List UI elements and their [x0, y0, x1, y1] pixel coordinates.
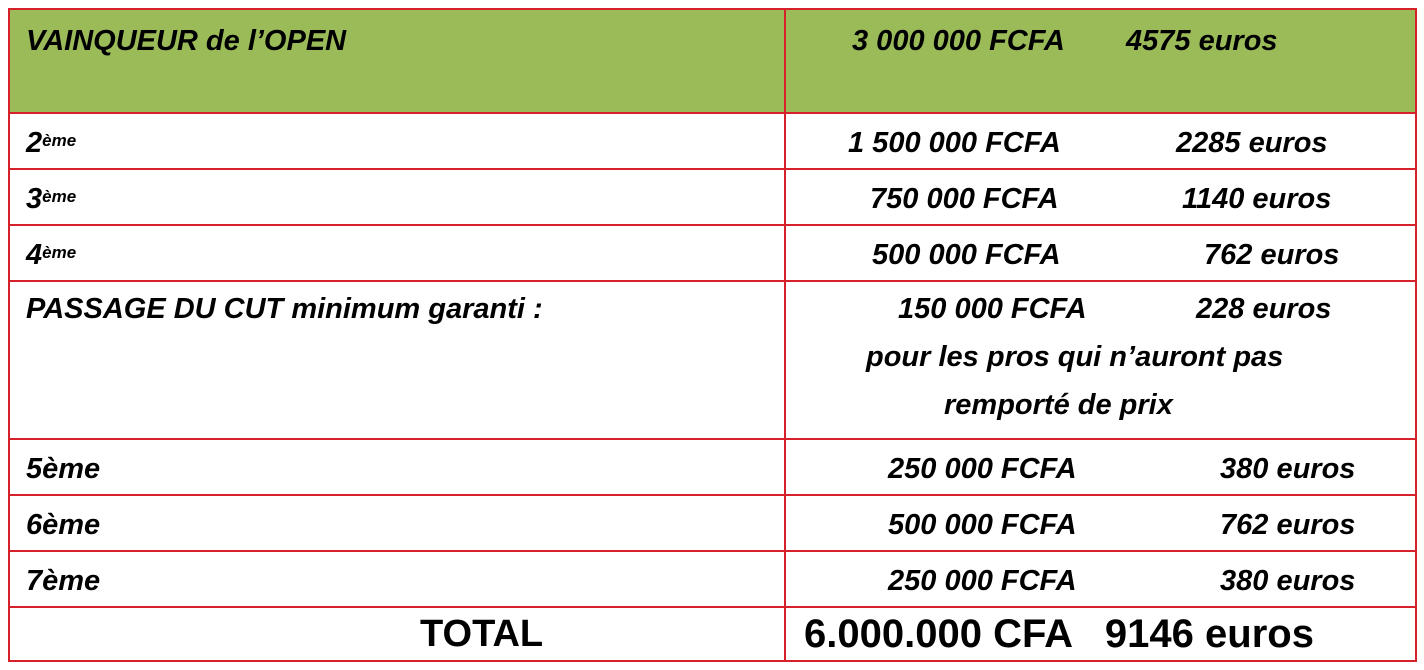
- column-divider: [784, 10, 786, 660]
- rank-suffix: ème: [42, 243, 77, 262]
- cut-euros: 228 euros: [1196, 293, 1332, 325]
- prize-table: [8, 8, 1417, 662]
- prize-row-6: [10, 496, 1415, 552]
- total-value: 6.000.000 CFA 9146 euros: [804, 612, 1314, 656]
- rank-suffix: ème: [42, 131, 77, 150]
- cut-note-line2: remporté de prix: [944, 389, 1173, 421]
- header-fcfa: 3 000 000 FCFA: [852, 25, 1065, 57]
- amount-euros: 2285 euros: [1176, 127, 1328, 159]
- header-euros: 4575 euros: [1126, 25, 1278, 57]
- amount-euros: 380 euros: [1220, 453, 1356, 485]
- rank-label: 2ème: [26, 127, 77, 159]
- prize-row-7: [10, 552, 1415, 608]
- prize-row-2: [10, 114, 1415, 170]
- amount-fcfa: 750 000 FCFA: [870, 183, 1059, 215]
- rank-label: 5ème: [26, 453, 101, 485]
- prize-row-5: [10, 440, 1415, 496]
- amount-fcfa: 500 000 FCFA: [888, 509, 1077, 541]
- cut-row: [10, 282, 1415, 440]
- rank-label: 4ème: [26, 239, 77, 271]
- rank-suffix: ème: [42, 187, 77, 206]
- amount-fcfa: 500 000 FCFA: [872, 239, 1061, 271]
- amount-euros: 380 euros: [1220, 565, 1356, 597]
- amount-euros: 762 euros: [1220, 509, 1356, 541]
- amount-euros: 1140 euros: [1182, 183, 1332, 215]
- rank-label: 3ème: [26, 183, 77, 215]
- total-row: [10, 608, 1415, 660]
- header-label: VAINQUEUR de l’OPEN: [26, 25, 347, 57]
- prize-row-4: [10, 226, 1415, 282]
- header-row: [10, 10, 1415, 114]
- total-label: TOTAL: [420, 613, 544, 655]
- prize-row-3: [10, 170, 1415, 226]
- rank-label: 6ème: [26, 509, 101, 541]
- cut-fcfa: 150 000 FCFA: [898, 293, 1087, 325]
- amount-fcfa: 250 000 FCFA: [888, 453, 1077, 485]
- cut-label: PASSAGE DU CUT minimum garanti :: [26, 293, 543, 325]
- amount-fcfa: 1 500 000 FCFA: [848, 127, 1061, 159]
- cut-note-line1: pour les pros qui n’auront pas: [866, 341, 1284, 373]
- amount-fcfa: 250 000 FCFA: [888, 565, 1077, 597]
- rank-label: 7ème: [26, 565, 101, 597]
- amount-euros: 762 euros: [1204, 239, 1340, 271]
